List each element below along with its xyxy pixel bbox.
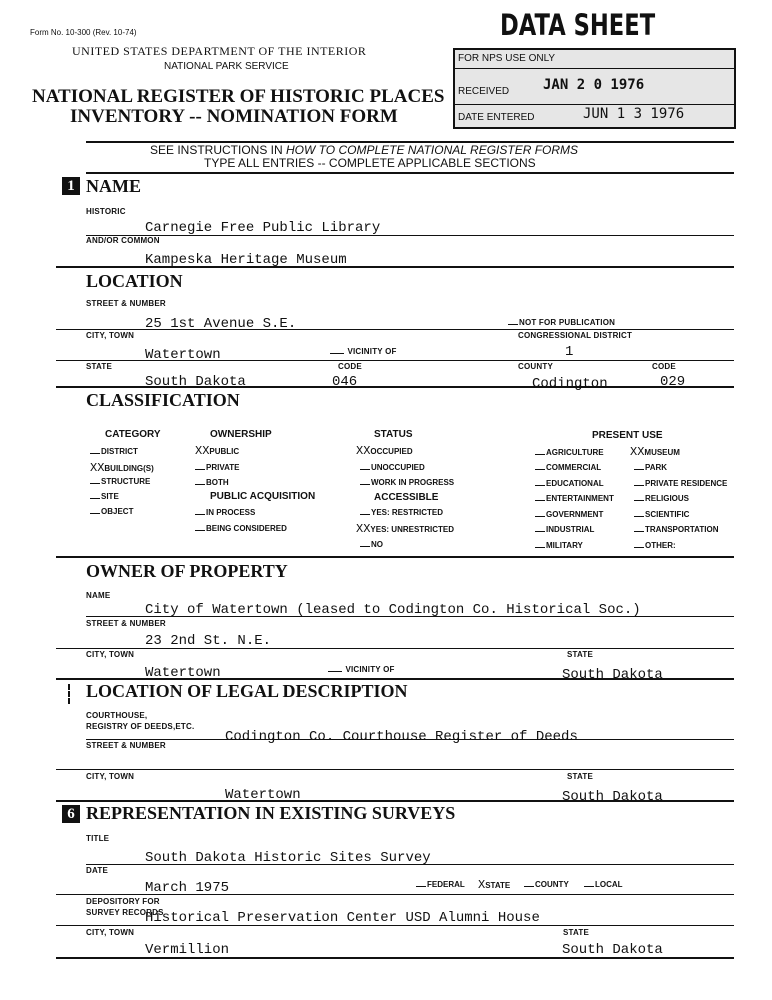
depository-value: Historical Preservation Center USD Alumni House — [145, 910, 540, 926]
owner-state-value: South Dakota — [562, 667, 663, 683]
code-label: CODE — [338, 362, 362, 371]
not-for-publication-check — [508, 318, 615, 327]
owner-name-label: NAME — [86, 591, 111, 600]
checkbox-label: PRIVATE RESIDENCE — [645, 479, 728, 488]
checkbox-label: PRIVATE — [206, 463, 240, 472]
survey-date-value: March 1975 — [145, 880, 230, 896]
survey-records-label: SURVEY RECORDS — [86, 908, 164, 917]
section-rule — [56, 556, 734, 558]
accessible-restricted-checkbox[interactable] — [360, 508, 443, 517]
ownership-public-checkbox[interactable] — [195, 444, 239, 458]
instructions-ref: HOW TO COMPLETE NATIONAL REGISTER FORMS — [286, 143, 579, 157]
section-heading-name: NAME — [86, 176, 141, 196]
survey-state-value: South Dakota — [562, 942, 663, 958]
use-commercial-checkbox[interactable] — [535, 463, 601, 472]
use-religious-checkbox[interactable] — [634, 494, 689, 503]
checkbox-label: FEDERAL — [427, 880, 465, 889]
checkbox-label: COMMERCIAL — [546, 463, 602, 472]
owner-name-value: City of Watertown (leased to Codington Co. Historical Soc.) — [145, 602, 641, 618]
survey-county-checkbox[interactable] — [524, 880, 569, 889]
checkbox-label: WORK IN PROGRESS — [371, 478, 455, 487]
received-label: RECEIVED — [458, 86, 510, 97]
department-name: UNITED STATES DEPARTMENT OF THE INTERIOR — [72, 44, 367, 58]
checkbox-label: IN PROCESS — [206, 508, 256, 517]
status-heading: STATUS — [374, 429, 413, 440]
congressional-district-label: CONGRESSIONAL DISTRICT — [518, 331, 633, 340]
field-rule — [86, 739, 734, 740]
checkbox-label: GOVERNMENT — [546, 510, 604, 519]
checkbox-label: BEING CONSIDERED — [206, 524, 287, 533]
nps-use-box — [453, 48, 736, 129]
historic-label: HISTORIC — [86, 207, 126, 216]
survey-city-label: CITY, TOWN — [86, 928, 135, 937]
field-rule — [56, 925, 734, 926]
nps-divider — [455, 68, 734, 69]
vicinity-label: VICINITY OF — [345, 665, 395, 674]
survey-city-value: Vermillion — [145, 942, 230, 958]
use-private-residence-checkbox[interactable] — [634, 479, 727, 488]
use-transportation-checkbox[interactable] — [634, 525, 718, 534]
section-heading-classification: CLASSIFICATION — [86, 390, 240, 410]
registry-label: REGISTRY OF DEEDS,ETC. — [86, 722, 195, 731]
use-educational-checkbox[interactable] — [535, 479, 604, 488]
survey-state-checkbox[interactable] — [478, 878, 510, 892]
checkbox-label: BOTH — [206, 478, 229, 487]
use-park-checkbox[interactable] — [634, 463, 667, 472]
county-code-label: CODE — [652, 362, 676, 371]
checkbox-mark: X — [478, 878, 486, 892]
checkbox-label: COUNTY — [535, 880, 569, 889]
checkbox-label: OCCUPIED — [370, 447, 413, 456]
survey-title-label: TITLE — [86, 834, 110, 843]
section-rule — [56, 800, 734, 802]
checkbox-label: DISTRICT — [101, 447, 138, 456]
checkbox-label: RELIGIOUS — [645, 494, 690, 503]
checkbox-label: YES: UNRESTRICTED — [370, 525, 454, 534]
use-agriculture-checkbox[interactable] — [535, 448, 604, 457]
vicinity-check — [330, 347, 397, 356]
checkbox-label: PARK — [645, 463, 668, 472]
section-rule — [56, 266, 734, 268]
survey-local-checkbox[interactable] — [584, 880, 623, 889]
legal-state-label: STATE — [567, 772, 594, 781]
legal-street-label: STREET & NUMBER — [86, 741, 166, 750]
checkbox-label: UNOCCUPIED — [371, 463, 425, 472]
checkbox-mark: XX — [195, 444, 210, 458]
form-title-line2: INVENTORY -- NOMINATION FORM — [70, 106, 398, 127]
use-industrial-checkbox[interactable] — [535, 525, 594, 534]
courthouse-value: Codington Co. Courthouse Register of Deeds — [225, 729, 578, 745]
county-label: COUNTY — [518, 362, 553, 371]
use-military-checkbox[interactable] — [535, 541, 583, 550]
category-site-checkbox[interactable] — [90, 492, 119, 501]
state-value: South Dakota — [145, 374, 246, 390]
field-rule — [56, 769, 734, 770]
present-use-heading: PRESENT USE — [592, 430, 663, 441]
acquisition-in-process-checkbox[interactable] — [195, 508, 255, 517]
ownership-private-checkbox[interactable] — [195, 463, 239, 472]
checkbox-label: BUILDING(S) — [104, 464, 154, 473]
received-stamp: JAN 2 0 1976 — [543, 77, 645, 93]
ownership-heading: OWNERSHIP — [210, 429, 272, 440]
county-value: Codington — [532, 376, 608, 392]
category-object-checkbox[interactable] — [90, 507, 133, 516]
section-number: 1 — [62, 177, 80, 195]
nps-use-label: FOR NPS USE ONLY — [458, 53, 556, 64]
checkbox-label: MUSEUM — [644, 448, 680, 457]
survey-federal-checkbox[interactable] — [416, 880, 465, 889]
legal-state-value: South Dakota — [562, 789, 663, 805]
use-other-checkbox[interactable] — [634, 541, 676, 550]
legal-city-label: CITY, TOWN — [86, 772, 135, 781]
public-acquisition-heading: PUBLIC ACQUISITION — [210, 491, 316, 502]
form-title-line1: NATIONAL REGISTER OF HISTORIC PLACES — [32, 86, 445, 107]
field-rule — [86, 616, 734, 617]
vicinity-label: VICINITY OF — [347, 347, 397, 356]
state-label: STATE — [86, 362, 113, 371]
checkbox-label: STATE — [485, 881, 511, 890]
checkbox-label: STRUCTURE — [101, 477, 151, 486]
field-rule — [56, 360, 734, 361]
city-value: Watertown — [145, 347, 221, 363]
depository-label: DEPOSITORY FOR — [86, 897, 160, 906]
owner-street-label: STREET & NUMBER — [86, 619, 166, 628]
owner-vicinity-check — [328, 665, 395, 674]
margin-mark — [68, 684, 70, 704]
checkbox-label: MILITARY — [546, 541, 583, 550]
checkbox-label: LOCAL — [595, 880, 623, 889]
county-code-value: 029 — [660, 374, 686, 390]
owner-state-label: STATE — [567, 650, 594, 659]
courthouse-label: COURTHOUSE, — [86, 711, 148, 720]
accessible-no-checkbox[interactable] — [360, 540, 383, 549]
section-heading-location: LOCATION — [86, 271, 183, 291]
use-government-checkbox[interactable] — [535, 510, 603, 519]
state-code-value: 046 — [332, 374, 358, 390]
checkbox-label: SITE — [101, 492, 119, 501]
status-work-in-progress-checkbox[interactable] — [360, 478, 454, 487]
survey-state-label: STATE — [563, 928, 590, 937]
acquisition-being-considered-checkbox[interactable] — [195, 524, 287, 533]
street-label: STREET & NUMBER — [86, 299, 166, 308]
checkbox-label: SCIENTIFIC — [645, 510, 690, 519]
use-museum-checkbox[interactable] — [630, 445, 680, 459]
instructions-text: SEE INSTRUCTIONS IN — [150, 143, 287, 157]
checkbox-label: EDUCATIONAL — [546, 479, 604, 488]
congressional-district-value: 1 — [565, 344, 574, 360]
field-rule — [56, 329, 734, 330]
not-for-publication-label: NOT FOR PUBLICATION — [519, 318, 616, 327]
status-unoccupied-checkbox[interactable] — [360, 463, 425, 472]
checkbox-label: INDUSTRIAL — [546, 525, 595, 534]
checkbox-label: YES: RESTRICTED — [371, 508, 444, 517]
accessible-unrestricted-checkbox[interactable] — [356, 522, 454, 536]
use-entertainment-checkbox[interactable] — [535, 494, 614, 503]
section-heading-surveys: REPRESENTATION IN EXISTING SURVEYS — [86, 803, 456, 823]
field-rule — [86, 235, 734, 236]
common-name-value: Kampeska Heritage Museum — [145, 252, 347, 268]
historic-name-value: Carnegie Free Public Library — [145, 220, 381, 236]
survey-date-label: DATE — [86, 866, 108, 875]
owner-city-value: Watertown — [145, 665, 221, 681]
checkbox-mark: XX — [90, 461, 105, 475]
section-rule — [86, 172, 734, 174]
checkbox-mark: XX — [356, 522, 371, 536]
instructions-line1 — [150, 143, 578, 157]
field-rule — [56, 894, 734, 895]
section-rule — [56, 386, 734, 388]
category-district-checkbox[interactable] — [90, 447, 138, 456]
date-entered-label: DATE ENTERED — [458, 112, 535, 123]
section-heading-legal: LOCATION OF LEGAL DESCRIPTION — [86, 681, 408, 701]
section-number: 6 — [62, 805, 80, 823]
accessible-heading: ACCESSIBLE — [374, 492, 439, 503]
common-name-label: AND/OR COMMON — [86, 236, 160, 245]
street-value: 25 1st Avenue S.E. — [145, 316, 297, 332]
category-heading: CATEGORY — [105, 429, 161, 440]
owner-street-value: 23 2nd St. N.E. — [145, 633, 272, 649]
service-name: NATIONAL PARK SERVICE — [164, 61, 289, 72]
field-rule — [86, 864, 734, 865]
checkbox-label: NO — [371, 540, 383, 549]
nps-divider — [455, 104, 734, 105]
data-sheet-title: DATA SHEET — [500, 8, 656, 42]
checkbox-label: OBJECT — [101, 507, 134, 516]
form-number: Form No. 10-300 (Rev. 10-74) — [30, 28, 137, 37]
checkbox-mark: XX — [356, 444, 371, 458]
owner-city-label: CITY, TOWN — [86, 650, 135, 659]
city-label: CITY, TOWN — [86, 331, 135, 340]
section-heading-owner: OWNER OF PROPERTY — [86, 561, 288, 581]
status-occupied-checkbox[interactable] — [356, 444, 413, 458]
checkbox-label: TRANSPORTATION — [645, 525, 719, 534]
legal-city-value: Watertown — [225, 787, 301, 803]
section-rule — [56, 957, 734, 959]
date-entered-stamp: JUN 1 3 1976 — [583, 106, 685, 122]
survey-title-value: South Dakota Historic Sites Survey — [145, 850, 431, 866]
section-rule — [56, 678, 734, 680]
checkbox-label: OTHER: — [645, 541, 676, 550]
category-structure-checkbox[interactable] — [90, 477, 150, 486]
checkbox-label: AGRICULTURE — [546, 448, 604, 457]
field-rule — [56, 648, 734, 649]
checkbox-label: PUBLIC — [209, 447, 240, 456]
use-scientific-checkbox[interactable] — [634, 510, 689, 519]
checkbox-label: ENTERTAINMENT — [546, 494, 614, 503]
ownership-both-checkbox[interactable] — [195, 478, 229, 487]
category-building-checkbox[interactable] — [90, 461, 154, 475]
instructions-line2: TYPE ALL ENTRIES -- COMPLETE APPLICABLE SECTIONS — [204, 156, 536, 170]
checkbox-mark: XX — [630, 445, 645, 459]
